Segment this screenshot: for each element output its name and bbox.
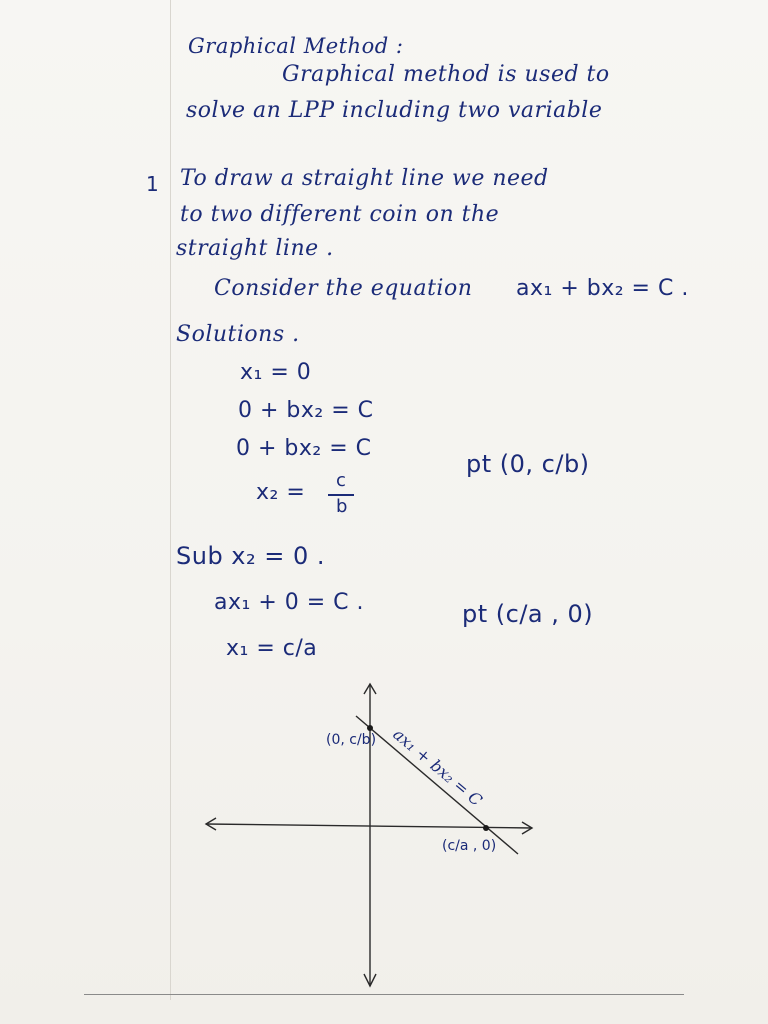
constraint-line (356, 716, 518, 854)
consider-text: Consider the equation (214, 276, 473, 301)
solution-step-1: x₁ = 0 (240, 360, 312, 385)
intro-line-1: Graphical method is used to (282, 62, 610, 87)
substitution-step-1: ax₁ + 0 = C . (214, 590, 365, 615)
x-intercept-label: (c/a , 0) (442, 838, 497, 854)
point-b: pt (c/a , 0) (462, 600, 594, 628)
fraction-denominator: b (336, 496, 348, 517)
fraction-numerator: c (336, 470, 347, 491)
point1-line-2: to two different coin on the (180, 202, 500, 227)
solution-step-3: 0 + bx₂ = C (236, 436, 372, 461)
y-intercept-point (367, 725, 373, 731)
substitution-label: Sub x₂ = 0 . (176, 542, 326, 570)
x-intercept-point (483, 825, 489, 831)
page-bottom-edge (84, 994, 684, 995)
point-a: pt (0, c/b) (466, 450, 590, 478)
y-intercept-label: (0, c/b) (326, 732, 377, 748)
item-number: 1 (146, 172, 160, 196)
equation: ax₁ + bx₂ = C . (516, 276, 689, 301)
point1-line-3: straight line . (176, 236, 334, 261)
section-title: Graphical Method : (188, 34, 404, 58)
intro-line-2: solve an LPP including two variable (186, 98, 603, 123)
solution-step-4-lhs: x₂ = (256, 480, 306, 505)
point1-line-1: To draw a straight line we need (180, 166, 549, 191)
solution-step-2: 0 + bx₂ = C (238, 398, 374, 423)
substitution-step-2: x₁ = c/a (226, 636, 318, 661)
solutions-label: Solutions . (176, 322, 300, 347)
line-equation-label: ax₁ + bx₂ = C (389, 724, 486, 810)
